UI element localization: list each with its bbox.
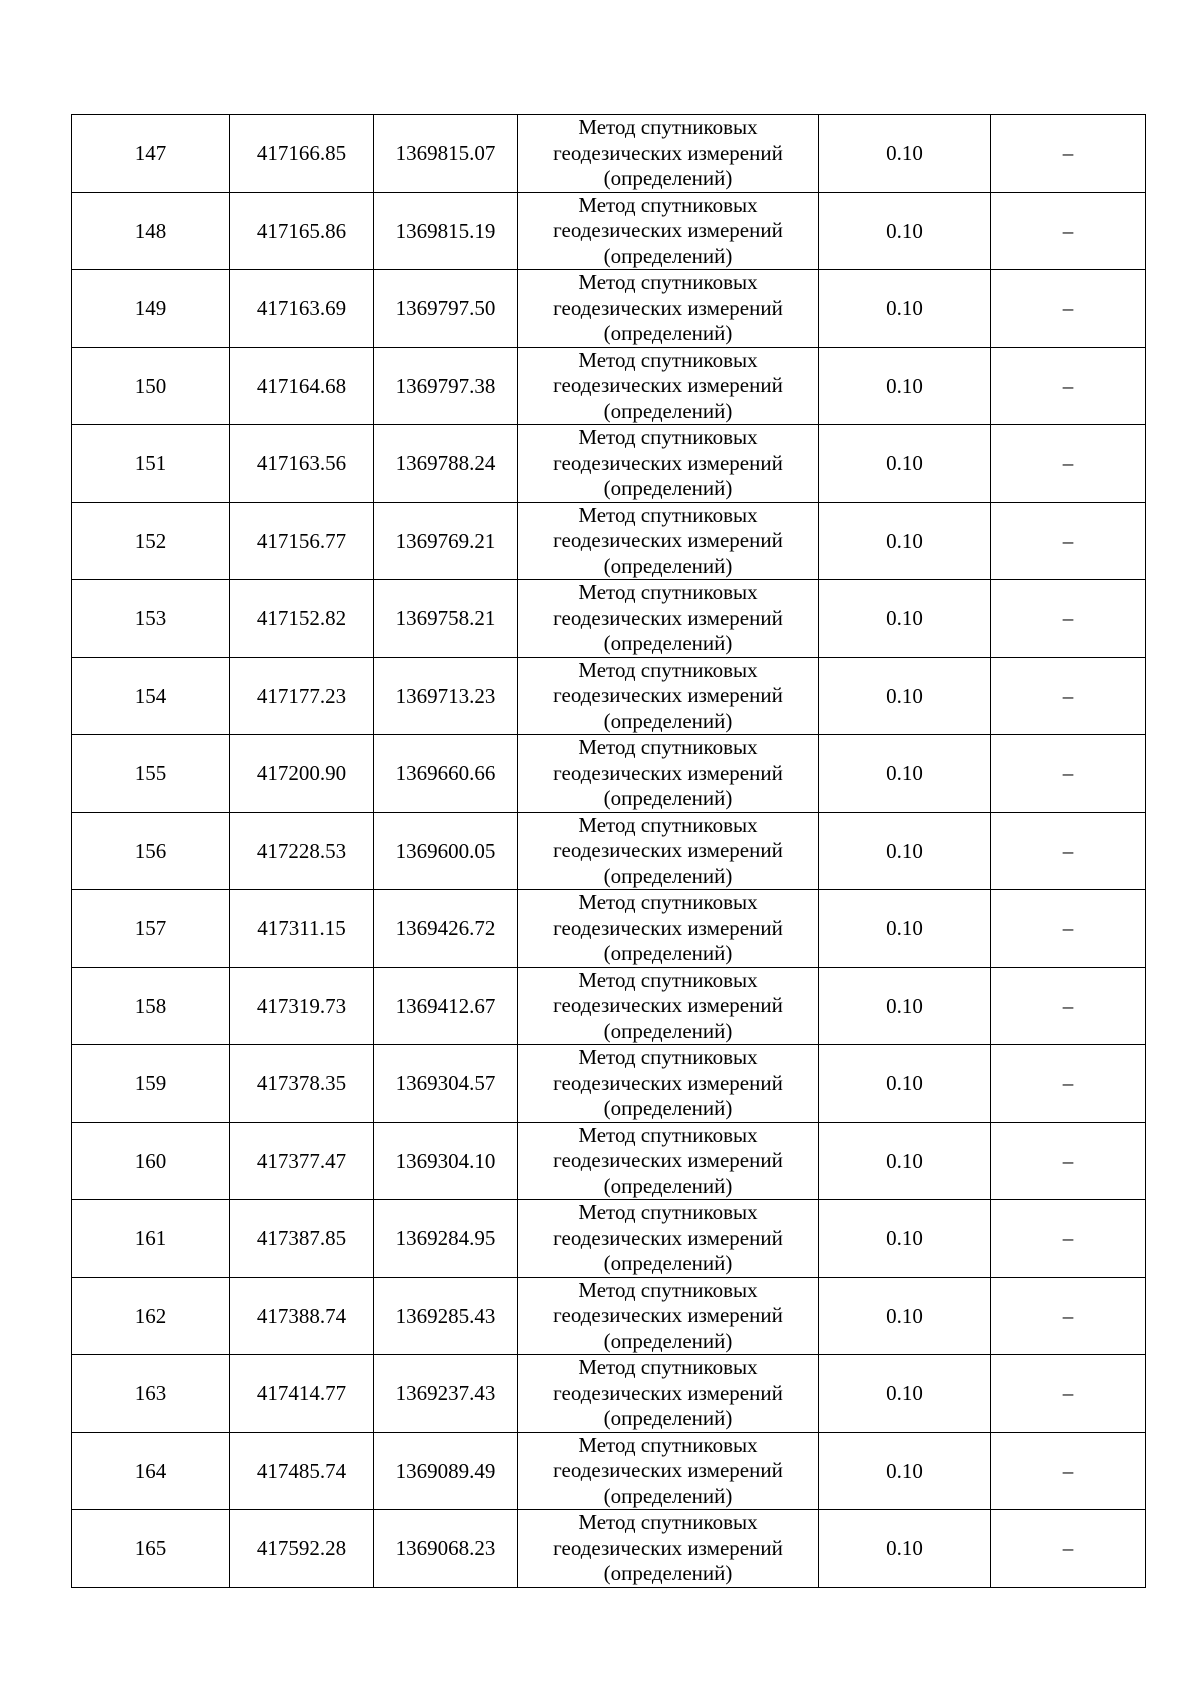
method-text-line: (определений) — [603, 1173, 733, 1198]
method-text-line: Метод спутниковых — [578, 347, 758, 372]
point-number-cell: 148 — [72, 192, 230, 270]
method-text-line: Метод спутниковых — [578, 812, 758, 837]
table-row — [72, 347, 1146, 425]
method-text-line: Метод спутниковых — [578, 270, 758, 294]
point-number-cell: 150 — [72, 347, 230, 425]
method-text-line: Метод спутниковых — [578, 657, 758, 682]
method-text-line: геодезических измерений — [553, 1148, 783, 1172]
accuracy-cell: 0.10 — [819, 270, 991, 348]
accuracy-cell: 0.10 — [819, 812, 991, 890]
method-cell — [518, 425, 819, 503]
accuracy-cell: 0.10 — [819, 425, 991, 503]
coordinate-y-cell: 1369797.50 — [374, 270, 518, 348]
table-row — [72, 270, 1146, 348]
method-text-line: Метод спутниковых — [578, 967, 758, 992]
table-row — [72, 812, 1146, 890]
table-row — [72, 1122, 1146, 1200]
method-text-line: (определений) — [603, 553, 733, 578]
table-row — [72, 580, 1146, 658]
table-row — [72, 425, 1146, 503]
table-row — [72, 1432, 1146, 1510]
point-number-cell: 161 — [72, 1200, 230, 1278]
accuracy-cell: 0.10 — [819, 580, 991, 658]
method-text-line: геодезических измерений — [553, 450, 783, 475]
note-cell: – — [991, 1355, 1146, 1433]
coordinate-x-cell: 417177.23 — [230, 657, 374, 735]
coordinate-x-cell: 417378.35 — [230, 1045, 374, 1123]
point-number-cell: 154 — [72, 657, 230, 735]
coordinate-x-cell: 417156.77 — [230, 502, 374, 580]
table-row — [72, 735, 1146, 813]
coordinate-y-cell: 1369426.72 — [374, 890, 518, 968]
method-text-line: Метод спутниковых — [578, 425, 758, 449]
method-text-line: Метод спутниковых — [578, 735, 758, 759]
coordinates-table — [71, 114, 1146, 1588]
note-cell: – — [991, 502, 1146, 580]
accuracy-cell: 0.10 — [819, 735, 991, 813]
coordinate-y-cell: 1369237.43 — [374, 1355, 518, 1433]
note-cell: – — [991, 1045, 1146, 1123]
point-number-cell: 153 — [72, 580, 230, 658]
coordinate-y-cell: 1369284.95 — [374, 1200, 518, 1278]
point-number-cell: 157 — [72, 890, 230, 968]
method-text-line: Метод спутниковых — [578, 580, 758, 604]
method-cell — [518, 1122, 819, 1200]
coordinate-y-cell: 1369788.24 — [374, 425, 518, 503]
method-text-line: геодезических измерений — [553, 373, 783, 397]
method-text-line: (определений) — [603, 941, 733, 965]
coordinate-y-cell: 1369304.57 — [374, 1045, 518, 1123]
method-text-line: (определений) — [603, 398, 733, 423]
method-text-line: (определений) — [603, 1018, 733, 1043]
accuracy-cell: 0.10 — [819, 1510, 991, 1588]
method-text-line: (определений) — [603, 631, 733, 655]
coordinate-x-cell: 417592.28 — [230, 1510, 374, 1588]
accuracy-cell: 0.10 — [819, 1355, 991, 1433]
method-text-line: геодезических измерений — [553, 140, 783, 165]
accuracy-cell: 0.10 — [819, 502, 991, 580]
accuracy-cell: 0.10 — [819, 347, 991, 425]
note-cell: – — [991, 657, 1146, 735]
note-cell: – — [991, 967, 1146, 1045]
coordinate-y-cell: 1369769.21 — [374, 502, 518, 580]
coordinate-x-cell: 417165.86 — [230, 192, 374, 270]
method-cell — [518, 1432, 819, 1510]
method-cell — [518, 115, 819, 193]
note-cell: – — [991, 1432, 1146, 1510]
point-number-cell: 163 — [72, 1355, 230, 1433]
coordinate-x-cell: 417377.47 — [230, 1122, 374, 1200]
point-number-cell: 155 — [72, 735, 230, 813]
point-number-cell: 151 — [72, 425, 230, 503]
method-text-line: геодезических измерений — [553, 1070, 783, 1095]
point-number-cell: 159 — [72, 1045, 230, 1123]
method-text-line: (определений) — [603, 1483, 733, 1508]
method-text-line: Метод спутниковых — [578, 1432, 758, 1457]
coordinates-table-body — [72, 115, 1146, 1588]
note-cell: – — [991, 347, 1146, 425]
note-cell: – — [991, 1277, 1146, 1355]
method-text-line: (определений) — [603, 476, 733, 500]
method-cell — [518, 1355, 819, 1433]
coordinate-x-cell: 417166.85 — [230, 115, 374, 193]
method-text-line: (определений) — [603, 863, 733, 888]
method-text-line: геодезических измерений — [553, 295, 783, 320]
method-text-line: Метод спутниковых — [578, 1200, 758, 1224]
accuracy-cell: 0.10 — [819, 1200, 991, 1278]
method-text-line: геодезических измерений — [553, 1380, 783, 1405]
coordinate-x-cell: 417163.56 — [230, 425, 374, 503]
method-text-line: Метод спутниковых — [578, 1510, 758, 1534]
note-cell: – — [991, 115, 1146, 193]
method-cell — [518, 192, 819, 270]
note-cell: – — [991, 812, 1146, 890]
method-text-line: (определений) — [603, 1561, 733, 1585]
table-row — [72, 502, 1146, 580]
coordinate-y-cell: 1369304.10 — [374, 1122, 518, 1200]
coordinate-y-cell: 1369600.05 — [374, 812, 518, 890]
method-text-line: геодезических измерений — [553, 760, 783, 785]
coordinate-y-cell: 1369660.66 — [374, 735, 518, 813]
note-cell: – — [991, 425, 1146, 503]
method-text-line: (определений) — [603, 708, 733, 733]
table-row — [72, 657, 1146, 735]
coordinate-x-cell: 417414.77 — [230, 1355, 374, 1433]
method-cell — [518, 890, 819, 968]
method-cell — [518, 347, 819, 425]
method-cell — [518, 657, 819, 735]
method-text-line: (определений) — [603, 243, 733, 268]
table-row — [72, 192, 1146, 270]
table-row — [72, 115, 1146, 193]
method-text-line: (определений) — [603, 321, 733, 345]
method-text-line: (определений) — [603, 1406, 733, 1430]
note-cell: – — [991, 192, 1146, 270]
coordinate-x-cell: 417319.73 — [230, 967, 374, 1045]
method-text-line: Метод спутниковых — [578, 192, 758, 217]
coordinate-y-cell: 1369797.38 — [374, 347, 518, 425]
accuracy-cell: 0.10 — [819, 1045, 991, 1123]
note-cell: – — [991, 735, 1146, 813]
method-text-line: Метод спутниковых — [578, 1045, 758, 1069]
point-number-cell: 147 — [72, 115, 230, 193]
table-row — [72, 1277, 1146, 1355]
method-text-line: Метод спутниковых — [578, 1355, 758, 1379]
point-number-cell: 156 — [72, 812, 230, 890]
method-text-line: геодезических измерений — [553, 528, 783, 552]
method-text-line: геодезических измерений — [553, 218, 783, 242]
point-number-cell: 158 — [72, 967, 230, 1045]
method-text-line: Метод спутниковых — [578, 502, 758, 527]
method-text-line: (определений) — [603, 786, 733, 810]
method-text-line: Метод спутниковых — [578, 890, 758, 914]
point-number-cell: 149 — [72, 270, 230, 348]
method-text-line: геодезических измерений — [553, 915, 783, 940]
point-number-cell: 160 — [72, 1122, 230, 1200]
coordinate-x-cell: 417387.85 — [230, 1200, 374, 1278]
note-cell: – — [991, 580, 1146, 658]
accuracy-cell: 0.10 — [819, 192, 991, 270]
coordinate-x-cell: 417388.74 — [230, 1277, 374, 1355]
point-number-cell: 162 — [72, 1277, 230, 1355]
table-row — [72, 1510, 1146, 1588]
coordinate-x-cell: 417228.53 — [230, 812, 374, 890]
method-text-line: (определений) — [603, 1251, 733, 1275]
coordinate-x-cell: 417311.15 — [230, 890, 374, 968]
note-cell: – — [991, 1510, 1146, 1588]
coordinate-y-cell: 1369068.23 — [374, 1510, 518, 1588]
table-row — [72, 1200, 1146, 1278]
accuracy-cell: 0.10 — [819, 115, 991, 193]
table-row — [72, 1045, 1146, 1123]
coordinate-y-cell: 1369285.43 — [374, 1277, 518, 1355]
note-cell: – — [991, 1122, 1146, 1200]
method-text-line: геодезических измерений — [553, 605, 783, 630]
method-cell — [518, 967, 819, 1045]
method-text-line: геодезических измерений — [553, 683, 783, 707]
coordinate-y-cell: 1369815.07 — [374, 115, 518, 193]
method-text-line: геодезических измерений — [553, 1303, 783, 1327]
method-text-line: (определений) — [603, 1328, 733, 1353]
coordinate-x-cell: 417485.74 — [230, 1432, 374, 1510]
method-cell — [518, 580, 819, 658]
table-row — [72, 890, 1146, 968]
method-text-line: геодезических измерений — [553, 993, 783, 1017]
coordinate-y-cell: 1369089.49 — [374, 1432, 518, 1510]
note-cell: – — [991, 270, 1146, 348]
note-cell: – — [991, 890, 1146, 968]
method-cell — [518, 1277, 819, 1355]
method-text-line: геодезических измерений — [553, 838, 783, 862]
method-text-line: Метод спутниковых — [578, 1122, 758, 1147]
table-row — [72, 1355, 1146, 1433]
method-cell — [518, 1200, 819, 1278]
accuracy-cell: 0.10 — [819, 890, 991, 968]
accuracy-cell: 0.10 — [819, 1277, 991, 1355]
coordinate-y-cell: 1369758.21 — [374, 580, 518, 658]
method-text-line: (определений) — [603, 166, 733, 190]
method-cell — [518, 735, 819, 813]
coordinate-x-cell: 417163.69 — [230, 270, 374, 348]
coordinate-x-cell: 417164.68 — [230, 347, 374, 425]
method-cell — [518, 1510, 819, 1588]
method-text-line: геодезических измерений — [553, 1535, 783, 1560]
method-text-line: Метод спутниковых — [578, 1277, 758, 1302]
point-number-cell: 152 — [72, 502, 230, 580]
note-cell: – — [991, 1200, 1146, 1278]
method-text-line: геодезических измерений — [553, 1225, 783, 1250]
table-row — [72, 967, 1146, 1045]
point-number-cell: 165 — [72, 1510, 230, 1588]
coordinate-y-cell: 1369815.19 — [374, 192, 518, 270]
method-text-line: Метод спутниковых — [578, 115, 758, 139]
method-text-line: (определений) — [603, 1096, 733, 1120]
coordinate-y-cell: 1369412.67 — [374, 967, 518, 1045]
accuracy-cell: 0.10 — [819, 657, 991, 735]
coordinate-x-cell: 417152.82 — [230, 580, 374, 658]
method-text-line: геодезических измерений — [553, 1458, 783, 1482]
coordinate-x-cell: 417200.90 — [230, 735, 374, 813]
method-cell — [518, 1045, 819, 1123]
accuracy-cell: 0.10 — [819, 1432, 991, 1510]
accuracy-cell: 0.10 — [819, 967, 991, 1045]
coordinate-y-cell: 1369713.23 — [374, 657, 518, 735]
method-cell — [518, 812, 819, 890]
method-cell — [518, 502, 819, 580]
accuracy-cell: 0.10 — [819, 1122, 991, 1200]
point-number-cell: 164 — [72, 1432, 230, 1510]
method-cell — [518, 270, 819, 348]
